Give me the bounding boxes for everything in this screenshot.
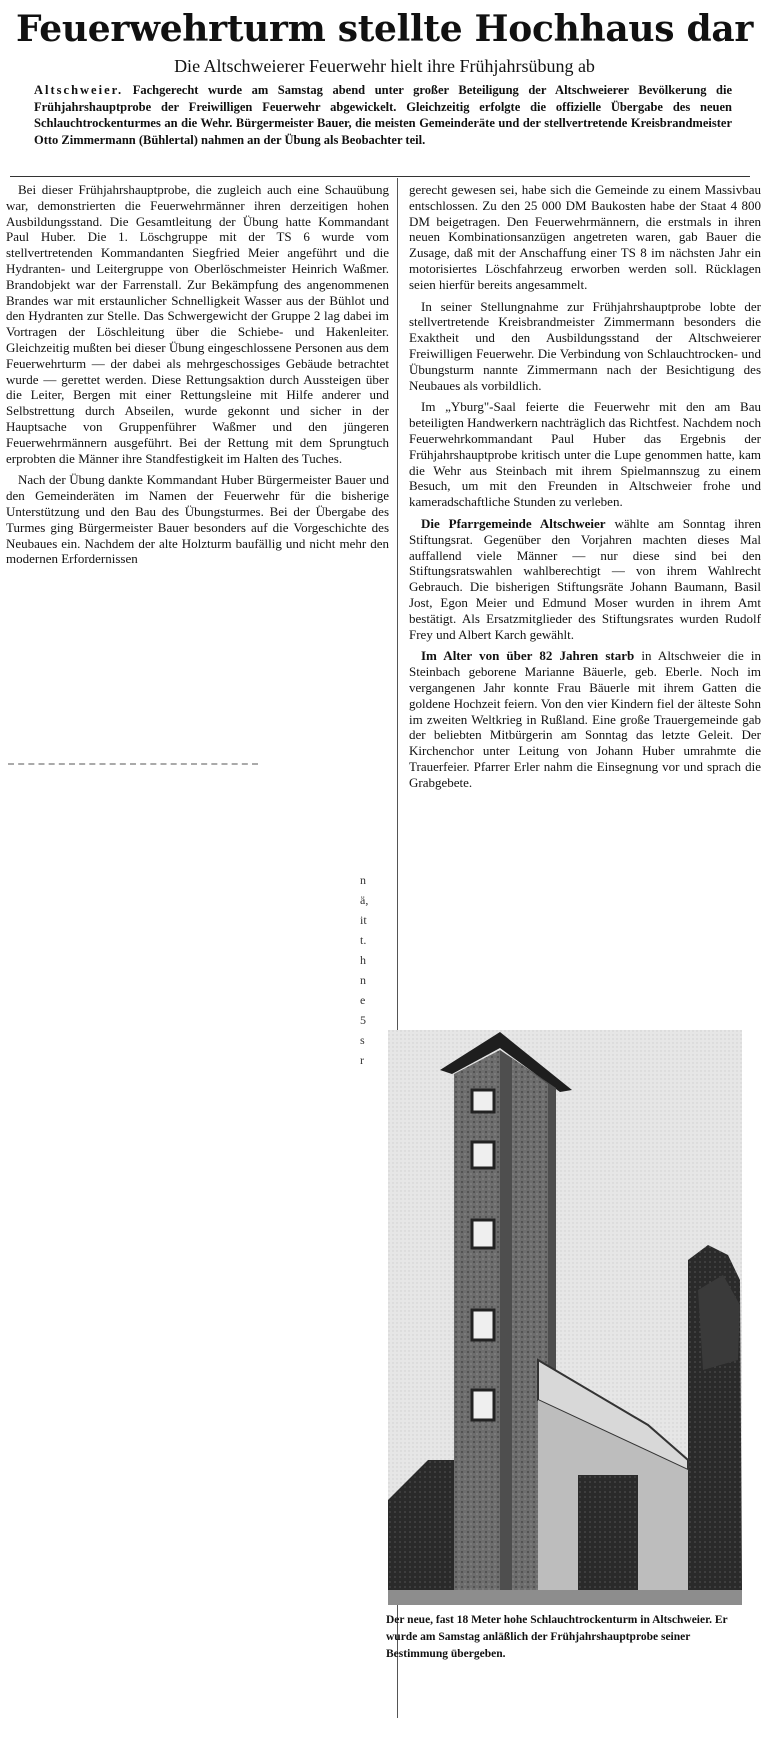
paragraph: In seiner Stellungnahme zur Frühjahrshauptprobe lobte der stellvertretende Kreisbrandmeister Zimmermann besonders die Exaktheit und den Ausbildungsstand der Altschweierer Freiwilligen Feuerwehr. Die Verbindung von Schlauchtrocken- und Übungsturm nannte Zimmermann nach der Besichtigung des Neubaues als vorbildlich. [409,298,761,393]
notice-obituary [409,648,761,790]
lead-paragraph [34,82,732,148]
margin-mark: h [360,953,366,967]
margin-mark: ä, [360,893,369,907]
headline: Feuerwehrturm stellte Hochhaus dar [15,8,754,50]
photo-caption: Der neue, fast 18 Meter hohe Schlauchtrockenturm in Altschweier. Er wurde am Samstag anläßlich der Frühjahrshauptprobe seiner Bestimmung übergeben. [386,1614,728,1660]
subheadline: Die Altschweierer Feuerwehr hielt ihre Frühjahrsübung ab [174,56,595,76]
column-left [6,182,389,573]
notice-lead: Die Pfarrgemeinde Altschweier [421,515,606,531]
notice-text: in Altschweier die in Steinbach geborene Marianne Bäuerle, geb. Eberle. Noch im vergangenen Jahr konnte Frau Bäuerle mit ihrem Gatten die goldene Hochzeit feiern. Von den vier Kindern fiel der älteste Sohn im zweiten Weltkrieg in Rußland. Eine große Trauergemeinde gab der beliebten Mitbürgerin am Sonntag das letzte Geleit. Der Kirchenchor unter Leitung von Johann Huber umrahmte die Trauerfeier. Pfarrer Erler nahm die Einsegnung vor und sprach die Grabgebete. [409,648,762,790]
margin-mark: it [360,913,367,927]
notice-pfarrgemeinde [409,516,761,642]
margin-mark: t. [360,933,367,947]
cut-line [8,763,258,765]
margin-mark: n [360,973,366,987]
paragraph: Im „Yburg"-Saal feierte die Feuerwehr mit den am Bau beteiligten Handwerkern nachträglich das Richtfest. Nachdem noch Feuerwehrkommandant Paul Huber das Ergebnis der Frühjahrshauptprobe kritisch unter die Lupe genommen hatte, kam die Wehr aus Steinbach mit ihrem Spielmannszug zu einem Besuch, um mit den Freunden in Altschweier frohe und kameradschaftliche Stunden zu verleben. [409,399,761,510]
dateline: Altschweier. [34,83,124,97]
margin-marks [360,870,390,1070]
tower-illustration [388,1030,742,1605]
paragraph: Bei dieser Frühjahrshauptprobe, die zugleich auch eine Schauübung war, demonstrierten die Feuerwehrmänner ihren derzeitigen hohen Ausbildungsstand. Die Gesamtleitung der Übung hatte Kommandant Paul Huber. Die 1. Löschgruppe mit der TS 6 wurde vom stellvertretenden Kommandanten Siegfried Meier angeführt und die Hydranten- und Leitergruppe von Oberlöschmeister Heinrich Waßmer. Brandobjekt war der Farrenstall. Zur Bekämpfung des angenommenen Brandes war mit erstaunlicher Schnelligkeit Wasser aus der Bühlot und den Hydranten zur Stelle. Das Schwergewicht der Gruppe 2 lag dabei im Vortragen der Löschleitung über die Schiebe- und Hakenleiter. Gleichzeitig mußten bei dieser Übung eingeschlossene Personen aus dem Feuerwehrturm — der dabei als mehrgeschossiges Gebäude betrachtet wurde — gerettet werden. Diese Rettungsaktion durch Aussteigen über die Leiter, Bergen mit einer Rettungsleine mit Hilfe anderer und Selbstrettung durch Abseilen, wurde gekonnt und sicher in der Hauptsache von Gruppenführer Waßmer und den jüngeren Feuerwehrmännern ausgeführt. Bei der Rettung mit dem Sprungtuch erprobten die Männer ihre Standfestigkeit im Halten des Tuches. [6,182,389,466]
tower-photo [388,1030,742,1605]
notice-lead: Im Alter von über 82 Jahren starb [421,648,635,664]
notice-text: wählte am Sonntag ihren Stiftungsrat. Gegenüber den Vorjahren machten dieses Mal auffallend viele Männer — nur diese sind bei den Stiftungsratswahlen wahlberechtigt — von ihrem Wahlrecht Gebrauch. Die bisherigen Stiftungsräte Johann Baumann, Basil Jost, Egon Meier und Edmund Moser wurden in ihrem Amt bestätigt. Als Ersatzmitglieder des Stiftungsrates wurden Rudolf Frey und Albert Karch gewählt. [409,515,762,642]
margin-mark: s [360,1033,365,1047]
column-right [409,182,761,796]
divider [10,176,750,177]
margin-mark: n [360,873,366,887]
paragraph: gerecht gewesen sei, habe sich die Gemeinde zu einem Massivbau entschlossen. Zu den 25 000 DM Baukosten habe der Staat 4 800 DM beigetragen. Den Feuerwehrmännern, die erstmals in ihren neuen Kombinationsanzügen angetreten waren, gab Bauer die Zusage, daß mit der Anschaffung einer TS 8 im nächsten Jahr ein motorisiertes Löschfahrzeug erworben werden soll. Rücklagen seien hierfür bereits angesammelt. [409,182,761,292]
margin-mark: e [360,993,366,1007]
paragraph: Nach der Übung dankte Kommandant Huber Bürgermeister Bauer und den Gemeinderäten im Namen der Feuerwehr für die bisherige Unterstützung und den Bau des Übungsturmes. Bei der Übergabe des Turmes ging Bürgermeister Bauer besonders auf die Vorgeschichte des Neubaues ein. Nachdem der alte Holzturm baufällig und nicht mehr den modernen Erfordernissen [6,472,389,567]
margin-mark: r [360,1053,364,1067]
lead-text: Fachgerecht wurde am Samstag abend unter großer Beteiligung der Altschweierer Bevölkerung die Frühjahrshauptprobe der Freiwilligen Feuerwehr abgewickelt. Gleichzeitig erfolgte die offizielle Übergabe des neuen Schlauchtrockenturmes an die Wehr. Bürgermeister Bauer, die meisten Gemeinderäte und der stellvertretende Kreisbrandmeister Otto Zimmermann (Bühlertal) nahmen an der Übung als Beobachter teil. [34,83,733,147]
margin-mark: 5 [360,1013,366,1027]
